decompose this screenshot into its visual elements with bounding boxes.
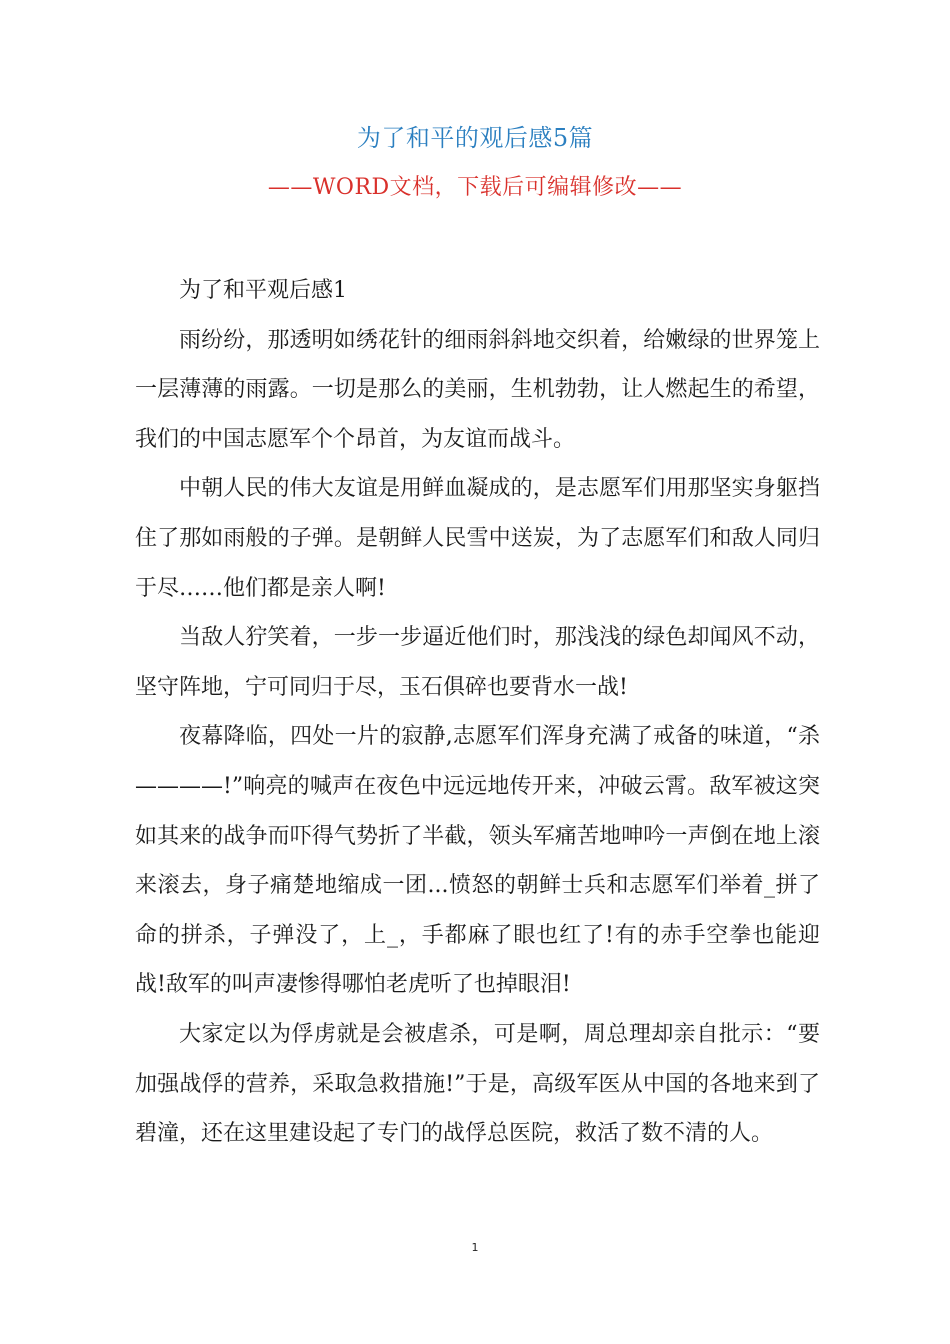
document-title: 为了和平的观后感5篇 bbox=[356, 124, 594, 152]
document-body bbox=[135, 266, 820, 1159]
paragraph-1: 雨纷纷，那透明如绣花针的细雨斜斜地交织着，给嫩绿的世界笼上一层薄薄的雨露。一切是那么的美丽，生机勃勃，让人燃起生的希望，我们的中国志愿军个个昂首，为友谊而战斗。 bbox=[135, 327, 820, 452]
paragraph-3: 当敌人狞笑着，一步一步逼近他们时，那浅浅的绿色却闻风不动，坚守阵地，宁可同归于尽，玉石俱碎也要背水一战! bbox=[135, 625, 820, 700]
paragraph-2: 中朝人民的伟大友谊是用鲜血凝成的，是志愿军们用那坚实身躯挡住了那如雨般的子弹。是朝鲜人民雪中送炭，为了志愿军们和敌人同归于尽……他们都是亲人啊! bbox=[135, 476, 820, 601]
paragraph-5: 大家定以为俘虏就是会被虐杀，可是啊，周总理却亲自批示：“要加强战俘的营养，采取急救措施!”于是，高级军医从中国的各地来到了碧潼，还在这里建设起了专门的战俘总医院，救活了数不清的人。 bbox=[135, 1021, 820, 1147]
document-subtitle: ——WORD文档，下载后可编辑修改—— bbox=[267, 175, 683, 200]
paragraph-4: 夜幕降临，四处一片的寂静,志愿军们浑身充满了戒备的味道，“杀————!”响亮的喊声在夜色中远远地传开来，冲破云霄。敌军被这突如其来的战争而吓得气势折了半截，领头军痛苦地呻吟一声倒在地上滚来滚去，身子痛楚地缩成一团...愤怒的朝鲜士兵和志愿军们举着_拼了命的拼杀，子弹没了，上_，手都麻了眼也红了!有的赤手空拳也能迎战!敌军的叫声凄惨得哪怕老虎听了也掉眼泪! bbox=[135, 724, 820, 998]
page-number: 1 bbox=[471, 1241, 479, 1254]
section-heading: 为了和平观后感1 bbox=[179, 278, 347, 303]
